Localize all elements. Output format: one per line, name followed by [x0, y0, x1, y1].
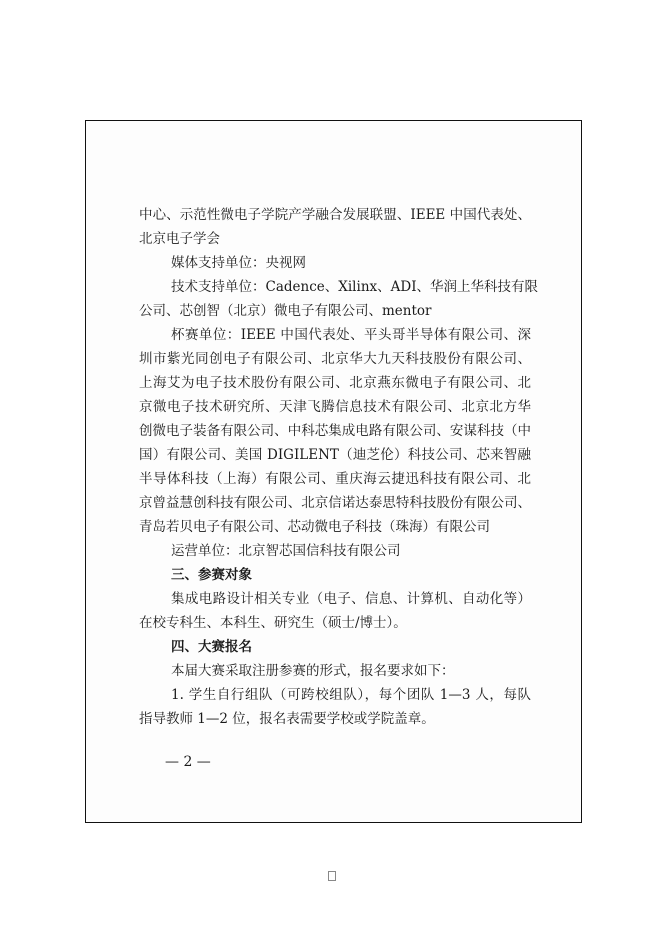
scan-artifact-icon — [328, 871, 336, 881]
text-line: 京曾益慧创科技有限公司、北京信诺达泰思特科技股份有限公司、 — [139, 495, 531, 511]
text-line: 在校专科生、本科生、研究生（硕士/博士）。 — [139, 615, 407, 631]
text-line: 国）有限公司、美国 DIGILENT（迪芝伦）科技公司、芯来智融 — [139, 447, 531, 463]
text-line: 创微电子装备有限公司、中科芯集成电路有限公司、安谋科技（中 — [139, 423, 531, 439]
page-number: — 2 — — [165, 754, 211, 770]
text-line: 公司、芯创智（北京）微电子有限公司、mentor — [139, 303, 432, 319]
text-line: 圳市紫光同创电子有限公司、北京华大九天科技股份有限公司、 — [139, 351, 531, 367]
text-line: 1. 学生自行组队（可跨校组队），每个团队 1—3 人，每队 — [171, 687, 531, 703]
text-line: 杯赛单位：IEEE 中国代表处、平头哥半导体有限公司、深 — [171, 327, 531, 343]
text-line: 本届大赛采取注册参赛的形式，报名要求如下： — [171, 663, 455, 679]
text-line: 京微电子技术研究所、天津飞腾信息技术有限公司、北京北方华 — [139, 399, 531, 415]
text-line: 媒体支持单位：央视网 — [171, 255, 306, 271]
text-line: 指导教师 1—2 位，报名表需要学校或学院盖章。 — [139, 711, 435, 727]
text-line: 上海艾为电子技术股份有限公司、北京燕东微电子有限公司、北 — [139, 375, 531, 391]
text-line: 集成电路设计相关专业（电子、信息、计算机、自动化等） — [171, 591, 531, 607]
section-heading: 四、大赛报名 — [171, 639, 252, 655]
text-line: 北京电子学会 — [139, 231, 220, 247]
text-line: 青岛若贝电子有限公司、芯动微电子科技（珠海）有限公司 — [139, 519, 490, 535]
text-line: 技术支持单位：Cadence、Xilinx、ADI、华润上华科技有限 — [171, 279, 539, 295]
text-line: 半导体科技（上海）有限公司、重庆海云捷迅科技有限公司、北 — [139, 471, 531, 487]
text-line: 运营单位：北京智芯国信科技有限公司 — [171, 543, 401, 559]
text-line: 中心、示范性微电子学院产学融合发展联盟、IEEE 中国代表处、 — [139, 207, 531, 223]
document-body — [139, 203, 539, 731]
section-heading: 三、参赛对象 — [171, 567, 252, 583]
